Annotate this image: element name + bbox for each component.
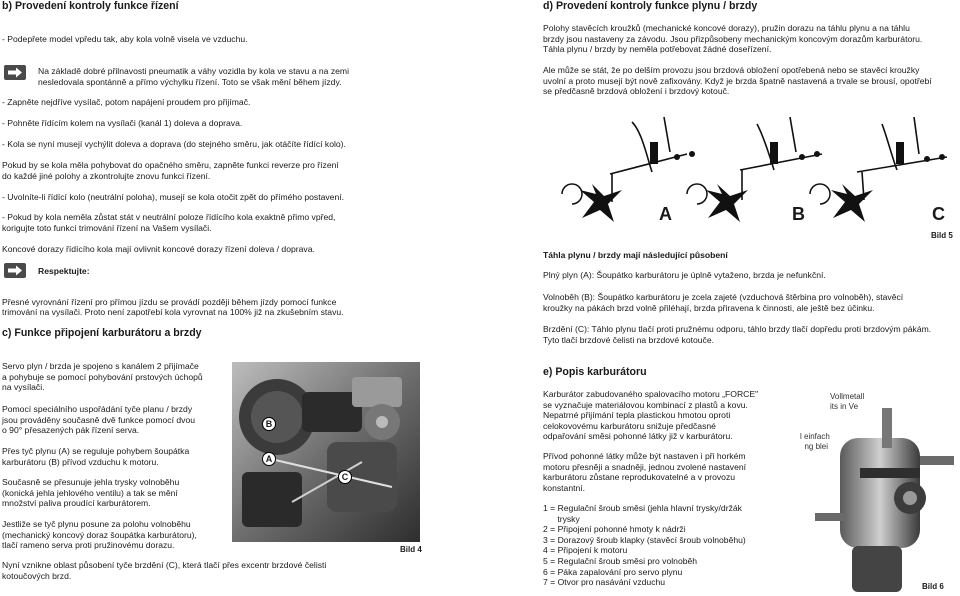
section-d-title: d) Provedení kontroly funkce plynu / brzdy	[543, 0, 758, 12]
paragraph-spring-stop: Jestliže se tyč plynu posune za polohu volnoběhu (mechanický koncový doraz šoupátka karburátoru), tlačí rameno serva proti pružinovému dorazu.	[2, 519, 197, 551]
paragraph-wear: Ale může se stát, že po delším provozu jsou brzdová obložení opotřebená nebo se stavěcí kroužky uvolní a proto musejí být nově zafixovány. Když je brzda špatně nastavená a trvale se brousí, opotřebí se předčasně brzdová obložení i brzdový kotouč.	[543, 65, 932, 97]
paragraph-carb-material: Karburátor zabudovaného spalovacího motoru „FORCE" se vyznačuje materiálovou kombinací z plastů a kovu. Nepatrné přijímání tepla plastickou hmotou oproti celokovovému karburátoru snižuje předčasné odpařování směsi pohonné látky již v karburátoru.	[543, 389, 759, 442]
paragraph-brake-area: Nyní vznikne oblast působení tyče brzdění (C), která tlačí přes excentr brzdové čelisti kotoučových brzd.	[2, 560, 327, 581]
figure-4-label-b: B	[262, 417, 276, 431]
respect-text-body: Přesné vyrovnání řízení pro přímou jízdu se provádí později během jízdy pomocí funkce trimování na vysílači. Proto není zapotřebí kola vyrovnat na 100% již na zkušebním stavu.	[2, 296, 344, 318]
figure-4-photo	[232, 362, 420, 542]
figure-5-diagram	[552, 112, 957, 238]
section-c-title: c) Funkce připojení karburátoru a brzdy	[2, 327, 202, 339]
figure-6-caption: Bild 6	[922, 582, 944, 591]
paragraph-wheels-deflect: - Kola se nyní musejí vychýlit doleva a doprava (do stejného směru, jak otáčíte řídící kolo).	[2, 139, 346, 149]
paragraph-end-stops: Koncové dorazy řídícího kola mají ovlivnit koncové dorazy řízení doleva / doprava.	[2, 244, 315, 254]
figure-5-caption: Bild 5	[931, 231, 953, 240]
section-e-title: e) Popis karburátoru	[543, 366, 647, 378]
respect-label: Respektujte:	[38, 266, 90, 276]
legend-item: trysky	[543, 513, 580, 524]
figure-6-annotation-top: Vollmetall its in Ve	[830, 392, 865, 411]
rods-title: Táhla plynu / brzdy mají následující působení	[543, 250, 728, 260]
legend-item: 7 = Otvor pro nasávání vzduchu	[543, 577, 666, 588]
respect-text	[2, 286, 458, 328]
legend-item: 5 = Regulační šroub směsi pro volnoběh	[543, 555, 698, 566]
paragraph-factory-setting: Polohy stavěcích kroužků (mechanické koncové dorazy), pružin dorazu na táhlu plynu a na táhlu brzdy jsou nastaveny za závodu. Jsou přizpůsobeny mechanickým koncovým dorazům karburátoru. Táhla plynu / brzdy by neměla potřebovat žádné doseřízení.	[543, 23, 923, 55]
respect-arrow-icon	[4, 263, 26, 278]
carburetor-legend	[543, 503, 746, 588]
figure-4-label-c: C	[338, 470, 352, 484]
section-b-title: b) Provedení kontroly funkce řízení	[2, 0, 179, 12]
figure-4-caption: Bild 4	[400, 545, 422, 554]
paragraph-idle: Volnoběh (B): Šoupátko karburátoru je zcela zajeté (vzduchová štěrbina pro volnoběh), stavěcí kroužky na pákách brzd volně přiléhají, brzda přiravena k činnosti, ale ještě bez účinku.	[543, 292, 904, 313]
figure-6-annotation-mid: l einfach ng blei	[800, 432, 830, 451]
legend-item: 1 = Regulační šroub směsi (jehla hlavní trysky/držák	[543, 503, 742, 513]
paragraph-rod-arrangement: Pomocí speciálního uspořádání tyče planu / brzdy jsou prováděny současně dvě funkce pomocí dvou o 90° přesazených pák řízení serva.	[2, 404, 196, 436]
figure-6-photo	[800, 378, 958, 594]
paragraph-fuel-supply: Přívod pohonné látky může být nastaven i při horkém motoru přesněji a snadněji, jednou zvolené nastavení karburátoru zůstane reprodukovatelné a v provozu konstantní.	[543, 451, 747, 493]
legend-item: 3 = Dorazový šroub klapky (stavěcí šroub volnoběhu)	[543, 534, 746, 545]
paragraph-support-model: - Podepřete model vpředu tak, aby kola volně visela ve vzduchu.	[2, 34, 248, 44]
legend-item: 2 = Připojení pohonné hmoty k nádrži	[543, 524, 686, 535]
legend-item: 4 = Připojení k motoru	[543, 545, 628, 556]
note-tire-grip: Na základě dobré přilnavosti pneumatik a váhy vozidla by kola ve stavu a na zemi nesledovala spontánně a přímo výchylku řízení. Toto se však mění během jízdy.	[38, 66, 349, 87]
figure-5-label-b: B	[792, 204, 805, 224]
figure-5-label-a: A	[659, 204, 672, 224]
paragraph-idle-needle: Současně se přesunuje jehla trysky volnoběhu (konická jehla jehlového ventilu) a tak se mění množství paliva proudící karburátorem.	[2, 477, 180, 509]
paragraph-servo-channel: Servo plyn / brzda je spojeno s kanálem 2 přijímače a pohybuje se pomocí pohybování prstových úchopů na vysílači.	[2, 361, 203, 393]
paragraph-reverse: Pokud by se kola měla pohybovat do opačného směru, zapněte funkci reverze pro řízení do každé jiné polohy a zkontrolujte znovu funkci řízení.	[2, 160, 339, 181]
paragraph-braking: Brzdění (C): Táhlo plynu tlačí proti pružnému odporu, táhlo brzdy tlačí dopředu proti brzdovým pákám. Tyto tlačí brzdové čelisti na brzdové kotouče.	[543, 324, 932, 345]
legend-item: 6 = Páka zapalování pro servo plynu	[543, 566, 683, 577]
paragraph-trim: - Pokud by kola neměla zůstat stát v neutrální poloze řídícího kola exaktně přimo vpřed, korigujte toto funkcí trimování řízení na Vašem vysílači.	[2, 212, 336, 233]
figure-5-label-c: C	[932, 204, 945, 224]
paragraph-transmitter-on: - Zapněte nejdříve vysílač, potom napájení proudem pro přijímač.	[2, 97, 251, 107]
figure-4-label-a: A	[262, 452, 276, 466]
paragraph-neutral: - Uvolníte-li řídící kolo (neutrální poloha), musejí se kola otočit zpět do přímého postavení.	[2, 192, 345, 202]
note-arrow-icon	[4, 65, 26, 80]
paragraph-move-wheel: - Pohněte řídícím kolem na vysílači (kanál 1) doleva a doprava.	[2, 118, 243, 128]
paragraph-throttle-rod: Přes tyč plynu (A) se reguluje pohybem šoupátka karburátoru (B) přívod vzduchu k motoru.	[2, 446, 190, 467]
paragraph-full-throttle: Plný plyn (A): Šoupátko karburátoru je úplně vytaženo, brzda je nefunkční.	[543, 270, 826, 280]
